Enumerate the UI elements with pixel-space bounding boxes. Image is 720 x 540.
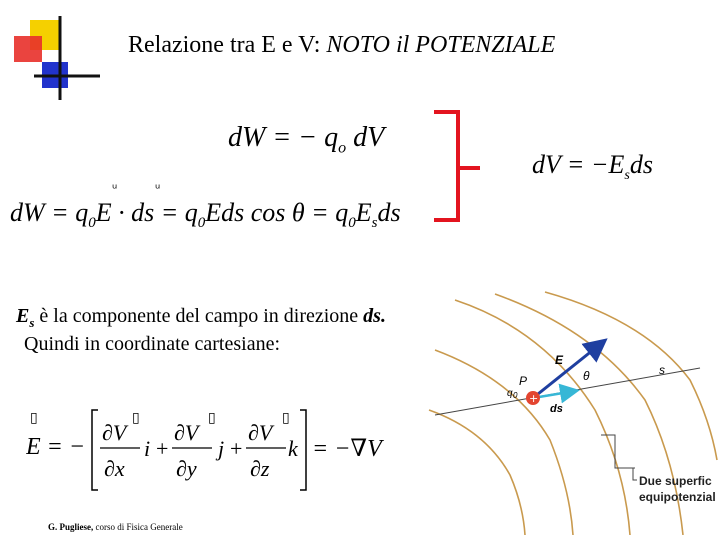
grad-box-E: ▯ (30, 411, 38, 426)
title-emphasis: NOTO il POTENZIALE (326, 32, 556, 58)
result-main: dV = −E (532, 150, 625, 179)
Es-sub: s (29, 315, 35, 330)
eq2-sub3: 0 (348, 215, 356, 232)
grad-u1: i (144, 436, 151, 461)
eq2-part1: dW = q (10, 198, 89, 227)
label-s: s (659, 363, 665, 377)
label-q0-sub: 0 (513, 391, 518, 400)
equation-work-field (10, 198, 401, 232)
logo-red-square (14, 36, 42, 62)
grad-box-j: ▯ (208, 411, 216, 426)
grad-u2: j (218, 436, 225, 461)
label-ds: ds (550, 403, 563, 415)
title-prefix: Relazione tra E e V: (128, 32, 327, 58)
Es-symbol: E (16, 305, 30, 327)
equation-result (532, 150, 653, 184)
line1-ds: ds. (363, 305, 386, 327)
grad-u3: k (288, 436, 298, 461)
text-line-1 (16, 305, 386, 332)
svg-text:+: + (529, 392, 539, 405)
eq2-part4: E (355, 198, 372, 227)
grad-box-k: ▯ (282, 411, 290, 426)
eq2-sub2: 0 (197, 215, 206, 232)
eq1-sub: o (338, 139, 347, 157)
footer-author: G. Pugliese, (48, 522, 94, 532)
grad-box-i: ▯ (132, 411, 140, 426)
grad-plus2: + (230, 436, 243, 461)
eq1-tail: dV (353, 122, 385, 153)
equation-work-potential (228, 122, 384, 158)
eq2-sub4: s (371, 215, 378, 232)
vector-marker-E: ᵘ (112, 182, 118, 197)
result-tail: ds (629, 150, 653, 179)
equipotential-figure (425, 290, 720, 535)
caption-line-2: equipotenzial (639, 490, 716, 504)
label-P: P (519, 374, 528, 388)
grad-lhs: E = − (26, 434, 86, 460)
label-E: E (555, 353, 564, 367)
grad-d3-den: ∂z (250, 456, 270, 481)
footer-course: corso di Fisica Generale (93, 522, 183, 532)
slide-logo (8, 14, 103, 104)
text-line-2: Quindi in coordinate cartesiane: (24, 333, 281, 355)
eq2-sub1: 0 (88, 215, 96, 232)
eq2-part3: Eds cos θ = q (205, 198, 349, 227)
grad-d2-den: ∂y (176, 456, 197, 481)
eq2-part5: ds (377, 198, 401, 227)
slide-footer (48, 522, 183, 532)
slide-title (128, 32, 555, 59)
grad-rhs: = −∇V (312, 436, 382, 462)
label-theta: θ (583, 369, 590, 383)
eq1-main: dW = − q (228, 122, 339, 153)
result-sub: s (624, 168, 630, 184)
gradient-equation (26, 404, 396, 498)
line1-text: è la componente del campo in direzione (34, 305, 364, 327)
eq2-part2: E · ds = q (95, 198, 198, 227)
grad-d3-num: ∂V (248, 420, 273, 445)
label-q0: q (507, 388, 513, 399)
grad-d2-num: ∂V (174, 420, 199, 445)
grad-d1-num: ∂V (102, 420, 127, 445)
caption-line-1: Due superfic (639, 474, 712, 488)
grad-d1-den: ∂x (104, 456, 125, 481)
grad-plus1: + (156, 436, 169, 461)
vector-marker-ds: ᵘ (155, 182, 161, 197)
red-bracket (430, 108, 490, 228)
